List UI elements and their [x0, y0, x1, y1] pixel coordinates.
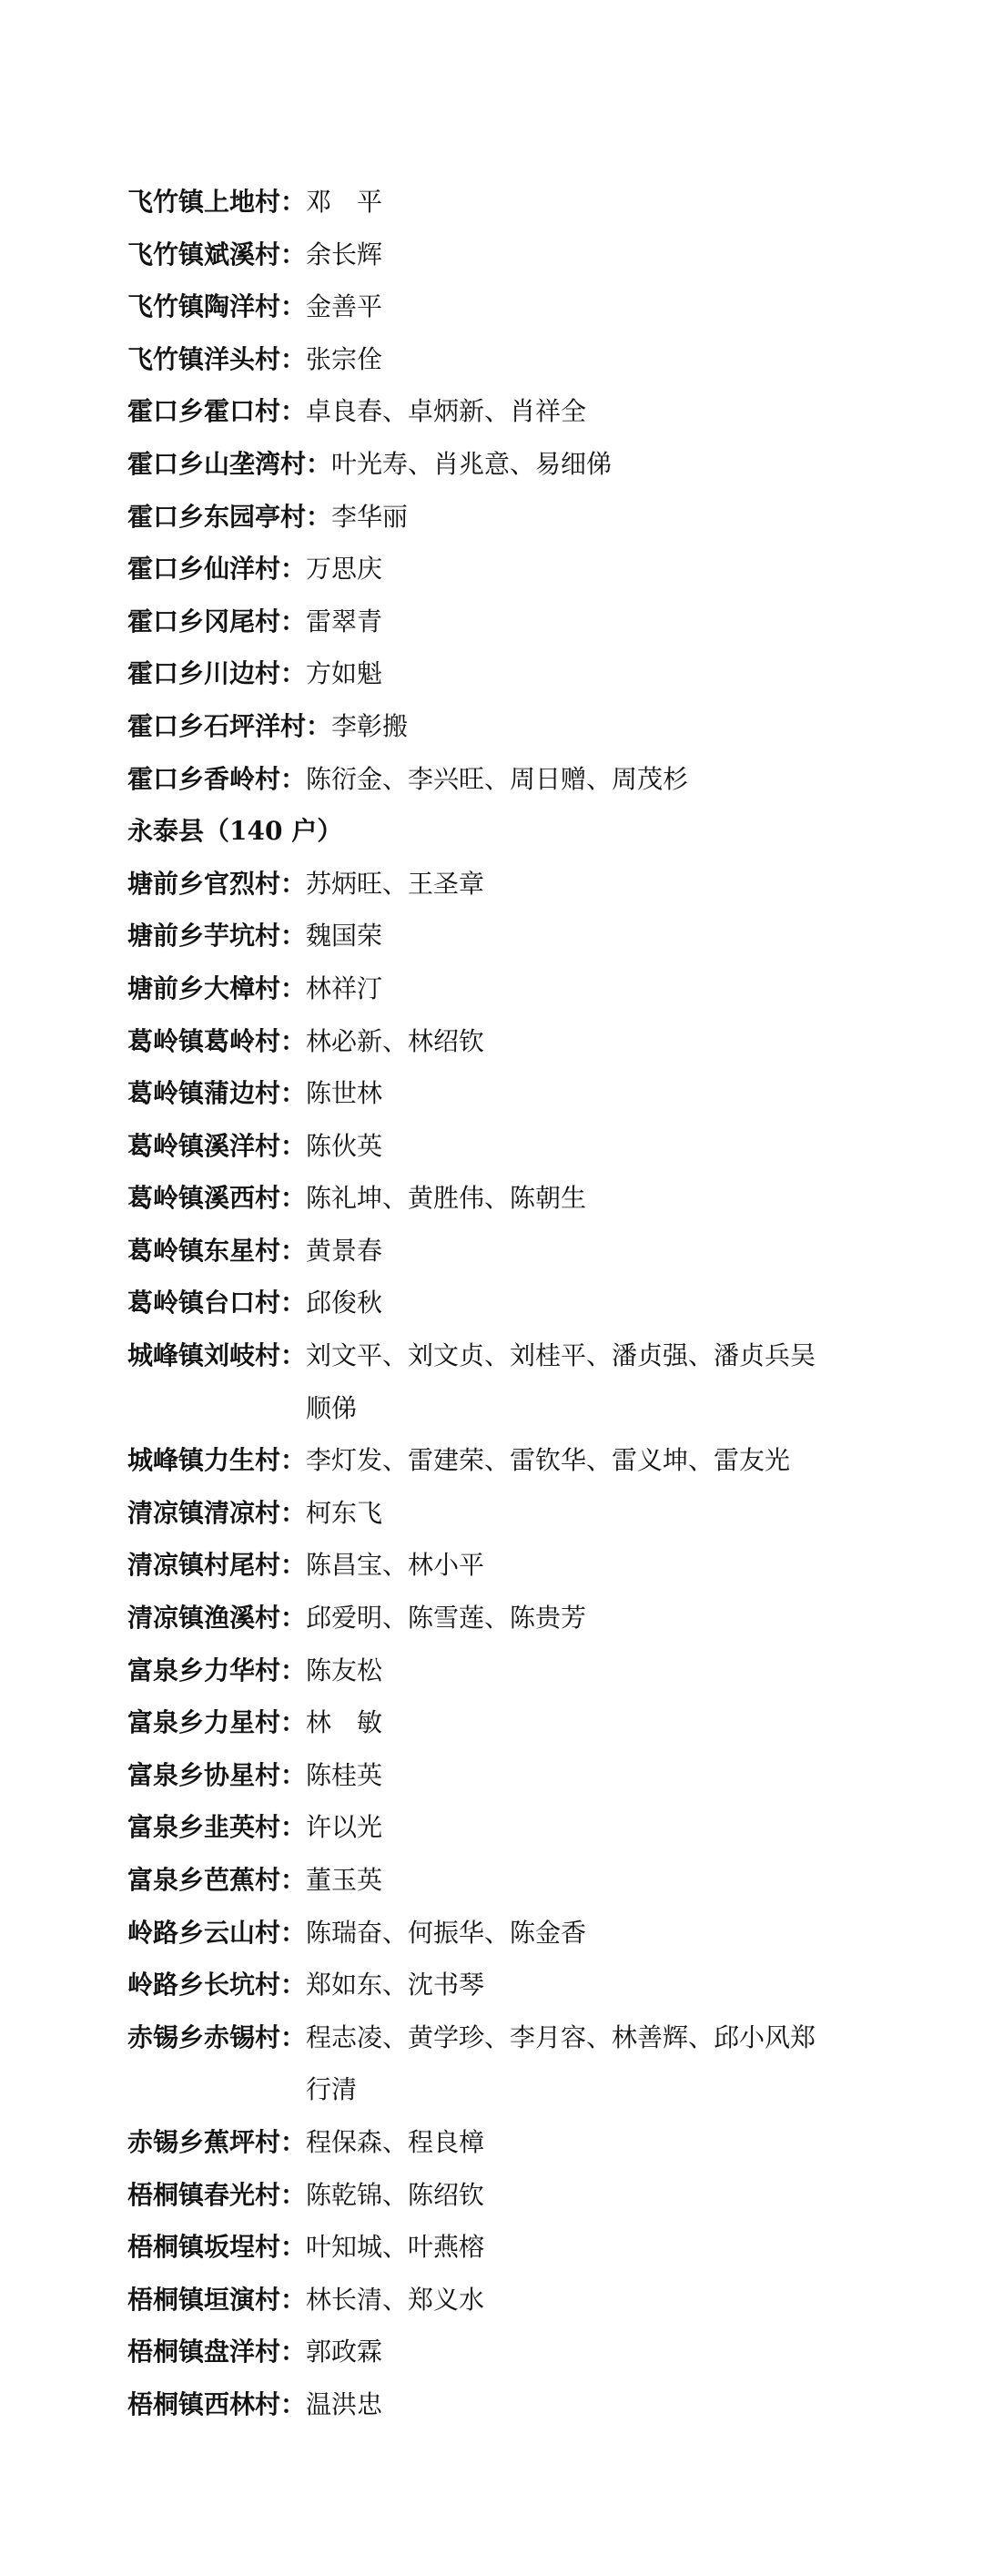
household-names: 陈友松: [306, 1655, 383, 1685]
household-names: 黄景春: [306, 1235, 383, 1266]
village-name: 赤锡乡赤锡村：: [127, 2021, 307, 2052]
village-name: 富泉乡协星村：: [127, 1759, 307, 1790]
household-names: 郑如东、沈书琴: [306, 1970, 485, 2001]
village-name: 霍口乡东园亭村：: [127, 501, 332, 532]
household-names: 程保森、程良樟: [306, 2126, 485, 2157]
village-row: [127, 2326, 856, 2378]
village-name: 霍口乡霍口村：: [127, 396, 307, 427]
household-names: 陈桂英: [306, 1759, 383, 1790]
village-name: 富泉乡力星村：: [127, 1707, 307, 1738]
village-name: 飞竹镇洋头村：: [127, 343, 307, 374]
village-row: [127, 1015, 856, 1068]
village-row: [127, 2378, 856, 2431]
village-name: 城峰镇力生村：: [127, 1445, 307, 1476]
household-names: 林祥汀: [306, 972, 383, 1003]
village-name: 霍口乡香岭村：: [127, 763, 307, 794]
section-title: 永泰县（140 户）: [127, 816, 343, 847]
household-names: 林必新、林绍钦: [306, 1025, 485, 1056]
household-names: 林长清、郑义水: [306, 2284, 485, 2315]
village-name: 塘前乡官烈村：: [127, 868, 307, 899]
household-names: 温洪忠: [306, 2388, 383, 2419]
village-name: 梧桐镇西林村：: [127, 2388, 307, 2419]
village-row: [127, 1277, 856, 1329]
village-name: 梧桐镇垣演村：: [127, 2284, 307, 2315]
household-names: 陈世林: [306, 1078, 383, 1109]
village-row: [127, 1696, 856, 1749]
village-name: 梧桐镇坂埕村：: [127, 2232, 307, 2263]
village-row: [127, 753, 856, 806]
household-names: 程志凌、黄学珍、李月容、林善辉、邱小风郑行清: [306, 2021, 816, 2105]
household-names: 郭政霖: [306, 2337, 383, 2367]
village-row: [127, 1539, 856, 1592]
village-row: [127, 858, 856, 911]
village-row: [127, 596, 856, 648]
household-names: 李华丽: [331, 501, 409, 532]
village-row: [127, 1801, 856, 1854]
village-row: [127, 280, 856, 333]
village-name: 赤锡乡蕉坪村：: [127, 2126, 307, 2157]
village-name: 塘前乡大樟村：: [127, 972, 307, 1003]
household-names: 叶知城、叶燕榕: [306, 2232, 485, 2263]
household-names: 柯东飞: [306, 1497, 383, 1528]
village-name: 梧桐镇春光村：: [127, 2179, 307, 2210]
village-name: 富泉乡力华村：: [127, 1655, 307, 1685]
village-row: [127, 1907, 856, 1960]
village-row: [127, 2274, 856, 2327]
household-names: 叶光寿、肖兆意、易细俤: [331, 448, 613, 479]
village-name: 飞竹镇斌溪村：: [127, 239, 307, 270]
village-row: [127, 1225, 856, 1278]
village-name: 富泉乡韭英村：: [127, 1812, 307, 1843]
village-row: [127, 333, 856, 386]
household-names: 金善平: [306, 291, 383, 322]
village-row: [127, 2169, 856, 2222]
village-name: 葛岭镇溪洋村：: [127, 1130, 307, 1161]
village-row: [127, 700, 856, 753]
household-names: 陈伙英: [306, 1130, 383, 1161]
village-name: 城峰镇刘岐村：: [127, 1340, 307, 1371]
village-row: [127, 543, 856, 596]
village-row: [127, 2221, 856, 2274]
village-row: [127, 176, 856, 229]
household-names: 李彰搬: [331, 710, 409, 741]
village-row: [127, 1067, 856, 1120]
village-name: 葛岭镇台口村：: [127, 1288, 307, 1319]
household-names: 陈瑞奋、何振华、陈金香: [306, 1917, 587, 1948]
village-name: 塘前乡芋坑村：: [127, 921, 307, 952]
village-row: [127, 1120, 856, 1173]
village-row: [127, 1172, 856, 1225]
household-names: 陈礼坤、黄胜伟、陈朝生: [306, 1183, 587, 1214]
village-row: [127, 2011, 856, 2116]
village-name: 清凉镇清凉村：: [127, 1497, 307, 1528]
village-name: 梧桐镇盘洋村：: [127, 2337, 307, 2367]
village-name: 清凉镇渔溪村：: [127, 1603, 307, 1634]
village-name: 葛岭镇蒲边村：: [127, 1078, 307, 1109]
village-name: 飞竹镇陶洋村：: [127, 291, 307, 322]
village-row: [127, 1329, 856, 1434]
household-names: 余长辉: [306, 239, 383, 270]
village-row: [127, 1644, 856, 1697]
village-name: 清凉镇村尾村：: [127, 1550, 307, 1581]
village-row: [127, 229, 856, 281]
village-name: 霍口乡石坪洋村：: [127, 710, 332, 741]
household-names: 邱爱明、陈雪莲、陈贵芳: [306, 1603, 587, 1634]
village-name: 岭路乡长坑村：: [127, 1970, 307, 2001]
household-names: 卓良春、卓炳新、肖祥全: [306, 396, 587, 427]
village-row: [127, 2116, 856, 2169]
household-names: 刘文平、刘文贞、刘桂平、潘贞强、潘贞兵吴顺俤: [306, 1340, 816, 1423]
household-names: 方如魁: [306, 658, 383, 689]
village-row: [127, 1749, 856, 1802]
household-names: 陈乾锦、陈绍钦: [306, 2179, 485, 2210]
household-names: 雷翠青: [306, 606, 383, 636]
village-row: [127, 438, 856, 491]
village-row: [127, 1854, 856, 1907]
village-name: 霍口乡仙洋村：: [127, 554, 307, 585]
village-name: 霍口乡冈尾村：: [127, 606, 307, 636]
household-names: 苏炳旺、王圣章: [306, 868, 485, 899]
village-name: 霍口乡山垄湾村：: [127, 448, 332, 479]
household-names: 邱俊秋: [306, 1288, 383, 1319]
village-name: 富泉乡芭蕉村：: [127, 1865, 307, 1895]
village-row: [127, 1434, 856, 1487]
village-name: 葛岭镇葛岭村：: [127, 1025, 307, 1056]
household-names: 林 敏: [306, 1707, 383, 1738]
village-row: [127, 1959, 856, 2011]
beneficiary-list: [127, 176, 856, 2431]
village-name: 岭路乡云山村：: [127, 1917, 307, 1948]
village-name: 葛岭镇东星村：: [127, 1235, 307, 1266]
household-names: 董玉英: [306, 1865, 383, 1895]
household-names: 张宗佺: [306, 343, 383, 374]
household-names: 邓 平: [306, 187, 383, 217]
village-name: 飞竹镇上地村：: [127, 187, 307, 217]
household-names: 李灯发、雷建荣、雷钦华、雷义坤、雷友光: [306, 1445, 791, 1476]
village-row: [127, 491, 856, 544]
village-row: [127, 910, 856, 962]
village-name: 葛岭镇溪西村：: [127, 1183, 307, 1214]
village-name: 霍口乡川边村：: [127, 658, 307, 689]
village-row: [127, 647, 856, 700]
household-names: 许以光: [306, 1812, 383, 1843]
village-row: [127, 1487, 856, 1540]
household-names: 陈昌宝、林小平: [306, 1550, 485, 1581]
village-row: [127, 962, 856, 1015]
household-names: 魏国荣: [306, 921, 383, 952]
section-heading: [127, 805, 856, 858]
village-row: [127, 1592, 856, 1644]
village-row: [127, 385, 856, 438]
household-names: 万思庆: [306, 554, 383, 585]
household-names: 陈衍金、李兴旺、周日赠、周茂杉: [306, 763, 689, 794]
